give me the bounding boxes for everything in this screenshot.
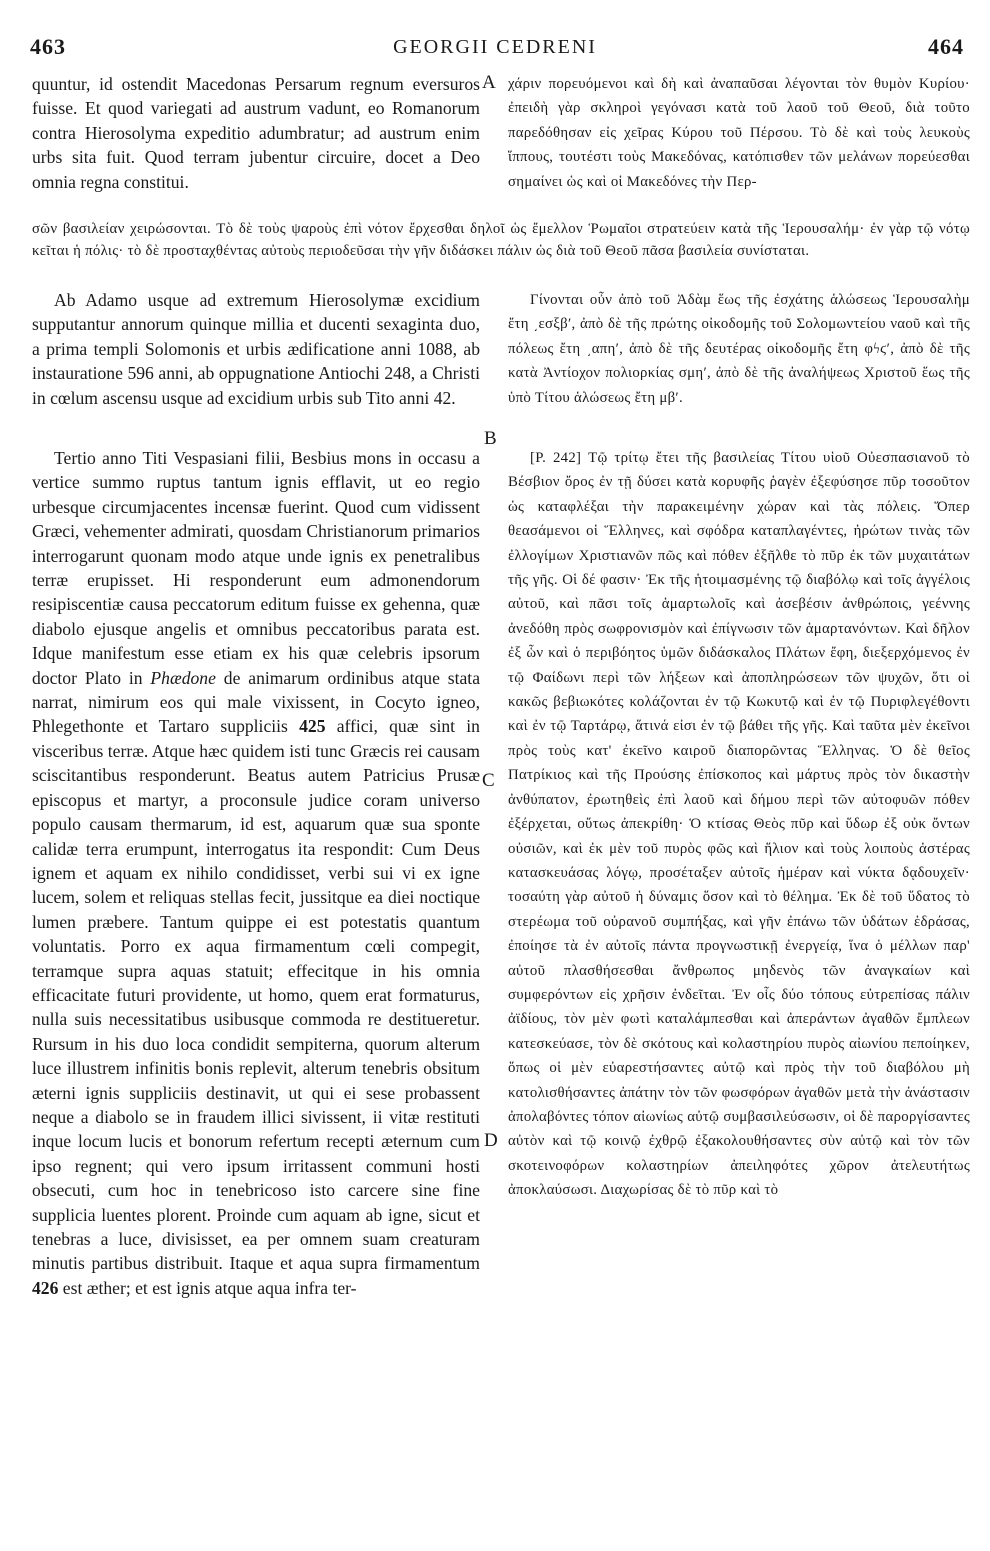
right-page-number: 464 [928,34,964,59]
greek-paragraph-2 [508,288,970,410]
greek-wide-paragraph [32,218,970,262]
latin-text-2: Ab Adamo usque ad extremum Hierosolymæ excidium supputantur annorum quinque millia et ducenti sexaginta duo, a prima templi Solomonis et urbis ædificatione anni 1088, ab instauratione 596 anni, ab oppugnatione Antiochi 248, a Christi in cœlum ascensu usque ad excidium urbis sub Tito anni 42. [32,290,480,408]
column-number-425: 425 [299,716,326,737]
greek-text-top: χάριν πορευόμενοι καὶ δὴ καὶ ἀναπαῦσαι λέγονται τὸν θυμὸν Κυρίου· ἐπειδὴ γὰρ σκληροὶ γεγόνασι κατὰ τοῦ λαοῦ τοῦ Θεοῦ, διὰ τοῦτο παρεδόθησαν εἰς χεῖρας Κύρου τοῦ Πέρσου. Τὸ δὲ καὶ τοὺς λευκοὺς ἵππους, τουτέστι τοὺς Μακεδόνας, κατόπισθεν τῶν μελάνων πορεύεσθαι σημαίνει ὡς καὶ οἱ Μακεδόνες τὴν Περ- [508,76,970,190]
latin-text-3d: est æther; et est ignis atque aqua infra ter- [58,1277,357,1298]
greek-text-3: [P. 242] Τῷ τρίτῳ ἔτει τῆς βασιλείας Τίτου υἱοῦ Οὐεσπασιανοῦ τὸ Βέσβιον ὄρος ἐν τῇ δύσει κατὰ κορυφῆς ῥαγὲν ἐξεφύσησε πῦρ τοσοῦτον ὡς καταφλέξαι τὴν παρακειμένην χώραν καὶ τὰς πόλεις. Ὅπερ θεασάμενοι οἱ Ἕλληνες, καὶ σφόδρα καταπλαγέντες, ἠρώτων τινὰς τῶν ἐλλογίμων Χριστιανῶν πῶς καὶ πόθεν ἐξῆλθε τὸ πῦρ ἐκ τῶν μυχαιτάτων τῆς γῆς. Οἱ δέ φασιν· Ἐκ τῆς ἡτοιμασμένης τῷ διαβόλῳ καὶ τοῖς ἀγγέλοις αὐτοῦ, καὶ πᾶσι τοῖς ἁμαρτωλοῖς καὶ ἀσεβέσιν ἀνθρώποις, γεέννης ἀνεδόθη πρὸς σωφρονισμὸν καὶ ἐπίγνωσιν τῶν ἁμαρτανόντων. Καὶ δῆλον ἐξ ὧν καὶ ὁ περιβόητος ὑμῶν διδάσκαλος Πλάτων ἔφη, διεξερχόμενος ἐν τῷ Φαίδωνι περὶ τῶν λήξεων καὶ ἀποπληρώσεων τῶν ψυχῶν, ὅτι οἱ κακῶς βεβιωκότες κολάζονται ἐν τῷ Κωκυτῷ καὶ ἐν τῷ Πυριφλεγέθοντι καὶ ἐν τῷ Ταρτάρῳ, ἅτινά εἰσι ἐν τῷ βάθει τῆς γῆς. Καὶ ταῦτα μὲν ἐκεῖνοι πρὸς τοὺς κατ' ἐκεῖνο καιροῦ διαπορῶντας Ἕλληνας. Ὁ δὲ θεῖος Πατρίκιος καὶ τῆς Προύσης ἐπίσκοπος καὶ μάρτυς πρὸς τὸν δικαστὴν ἀνθύπατον, ἐρωτηθεὶς ἐπὶ λαοῦ καὶ δήμου περὶ τῶν αὐτοφυῶν πόθεν ἐξέρχεται, οὕτως ἀπεκρίθη· Ὁ κτίσας Θεὸς πῦρ καὶ ὕδωρ ἐξ οὐκ ὄντων οὐσιῶν, καὶ ἐκ μὲν τοῦ πυρὸς φῶς καὶ ἥλιον καὶ τοὺς λοιποὺς ἀστέρας κατασκευάσας λόγῳ, προσέταξεν αὐτοῖς ἡμέραν καὶ νύκτα δᾳδουχεῖν· τοσαύτη γὰρ αὐτοῦ ἡ δύναμις ὅσον καὶ τὸ θέλημα. Ἐκ δὲ τοῦ ὕδατος τὸ στερέωμα τοῦ οὐρανοῦ συμπήξας, καὶ γῆν ἐπάνω τῶν ὑδάτων ἑδράσας, ἐποίησε τὰ ἐν αὐτοῖς πάντα προγνωστικῇ ἐνεργείᾳ, ἵνα ὁ μέλλων παρ' αὐτοῦ πλασθήσεσθαι ἄνθρωπος μηδενὸς τῶν ἀναγκαίων καὶ συμφερόντων εἰς χρῆσιν ἐνδεῖται. Ἐν οἷς δύο τόπους εὐτρεπίσας πάλιν ἀϊδίους, τὸν μὲν φωτὶ καταλάμπεσθαι καὶ ἀπεράντων ἀγαθῶν ἔμπλεων κατεσκεύασε, τὸν δὲ σκότους καὶ κολαστηρίου πυρὸς αἰωνίου πεποίηκεν, ὅπως οἱ μὲν εὐαρεστήσαντες αὐτῷ καὶ πρὸς τὴν τοῦ διαβόλου μὴ κατολισθήσαντες ἀπάτην τὸν τῶν φωσφόρων ἀγαθῶν μετὰ τὴν ἀνάστασιν ἀπολαβόντες τόπον αἰωνίως αὐτῷ συμβασιλεύσωσιν, οἱ δὲ παροργίσαντες αὐτὸν καὶ τῷ κοινῷ ἐχθρῷ ἐξακολουθήσαντες σὺν αὐτῷ καὶ τὸν τῶν σκοτεινοφόρων κολαστηρίων ἀπειληφότες χῶρον ἀτελευτήτως ἀποκλαύσωσι. Διαχωρίσας δὲ τὸ πῦρ καὶ τὸ [508,450,970,1199]
latin-text-3a: Tertio anno Titi Vespasiani filii, Besbius mons in occasu a vertice summo ruptus tantum ignis efflavit, ut eo regio urbesque circumjacentes incensæ fuerint. Quod cum vidissent Græci, vehementer admirati, quosdam Christianorum primarios interrogarunt quonam modo atque unde ignis ex penetralibus terræ erupisset. Hi responderunt eum admonendorum resipiscentiæ causa peccatorum editum fuisse ex gehenna, quæ diabolo ejusque angelis et omnibus peccatoribus parata est. Idque manifestum esse etiam ex his quæ celebris ipsorum doctor Plato in [32,448,480,688]
greek-text-2: Γίνονται οὖν ἀπὸ τοῦ Ἀδὰμ ἕως τῆς ἐσχάτης ἁλώσεως Ἱερουσαλὴμ ἔτη ͵εσξβʹ, ἀπὸ δὲ τῆς πρώτης οἰκοδομῆς τοῦ Σολομωντείου ναοῦ καὶ τῆς πόλεως ἔτη ͵απηʹ, ἀπὸ δὲ τῆς δευτέρας οἰκοδομῆς ἔτη φϟϛʹ, ἀπὸ δὲ τῆς κατὰ Ἀντίοχον πολιορκίας σμηʹ, ἀπὸ δὲ τῆς ἀναλήψεως Χριστοῦ ἕως τῆς ὑπὸ Τίτου ἁλώσεως ἔτη μβʹ. [508,292,970,406]
greek-text-wide: σῶν βασιλείαν χειρώσονται. Τὸ δὲ τοὺς ψαροὺς ἐπὶ νότον ἔρχεσθαι δηλοῖ ὡς ἔμελλον Ῥωμαῖοι στρατεύειν κατὰ τῆς Ἱερουσαλήμ· ἐν γὰρ τῷ νότῳ κεῖται ἡ πόλις· τὸ δὲ προσταχθέντας αὐτοὺς περιοδεῦσαι τὴν γῆν διδάσκει πάλιν ὡς διὰ τοῦ Θεοῦ πᾶσα βασιλεία συνίσταται. [32,221,970,259]
latin-text-3 [32,446,480,1300]
left-page-number: 463 [30,34,66,59]
latin-text-1: quuntur, id ostendit Macedonas Persarum regnum eversuros fuisse. Et quod variegati ad austrum vadunt, eo Romanorum contra Hierosolyma expeditio adumbratur; ad austrum enim urbs sita fuit. Quod terram jubentur circuire, docet a Deo omnia regna constitui. [32,74,480,192]
running-title: GEORGII CEDRENI [393,36,597,58]
latin-text-3c: affici, quæ sint in visceribus terræ. Atque hæc quidem isti tunc Græcis rei causam sciscitantibus responderunt. Beatus autem Patricius Prusæ episcopus et martyr, a proconsule judice coram universo populo causam thermarum, id est, aquarum quæ sua sponte calidæ terra erumpunt, interrogatus ita respondit: Cum Deus ignem et aquam ex nihilo condidisset, verbi sui vi ex igne lucem, solem et reliquas stellas fecit, jussitque ea diei noctique lumen præbere. Tantum quippe ei est potestatis quantum voluntatis. Porro ex aqua firmamentum cœli compegit, terramque supra aquas statuit; effecitque in his omnia efficacitate futuri providente, ut homo, quem erat formaturus, nulla suis necessitatibus usibusque commoda re destitueretur. Rursum in his duo loca condidit sempiterna, quorum alterum luce illustrem infinitis bonis replevit, alterum tenebris obsitum æterni ignis suppliciis destinavit, ut qui ei sese probassent neque a diabolo se in fraudem illici sivissent, ii vitæ restituti inque locum lucis et bonorum refertum recepti æternum cum ipso regnent; qui vero ipsum irritassent communi hosti obsecuti, cum hoc in tenebricoso isto carcere sine fine supplicia luentes plorent. Proinde cum aquam ab igne, sicut et tenebras a luce, divisisset, ea per omnem suam creaturam minutis partibus distribuit. Itaque et aqua supra firmamentum [32,716,480,1274]
latin-paragraph-2 [32,288,480,410]
greek-paragraph-3 [508,446,970,1203]
column-number-426: 426 [32,1277,59,1298]
latin-italic-title: Phædone [150,667,216,688]
margin-marker-b: B [484,428,497,449]
margin-marker-d: D [484,1130,498,1151]
greek-paragraph-top [508,72,970,194]
latin-paragraph-3 [32,446,480,1300]
margin-marker-a: A [482,72,496,93]
margin-marker-c: C [482,770,495,791]
latin-paragraph-1 [32,72,480,194]
latin-text-3b: de animarum ordinibus atque stata narrat, nimirum eos qui male vixissent, in Cocyto igneo, Phlegethonte et Tartaro suppliciis [32,667,481,737]
page-header [0,30,990,70]
